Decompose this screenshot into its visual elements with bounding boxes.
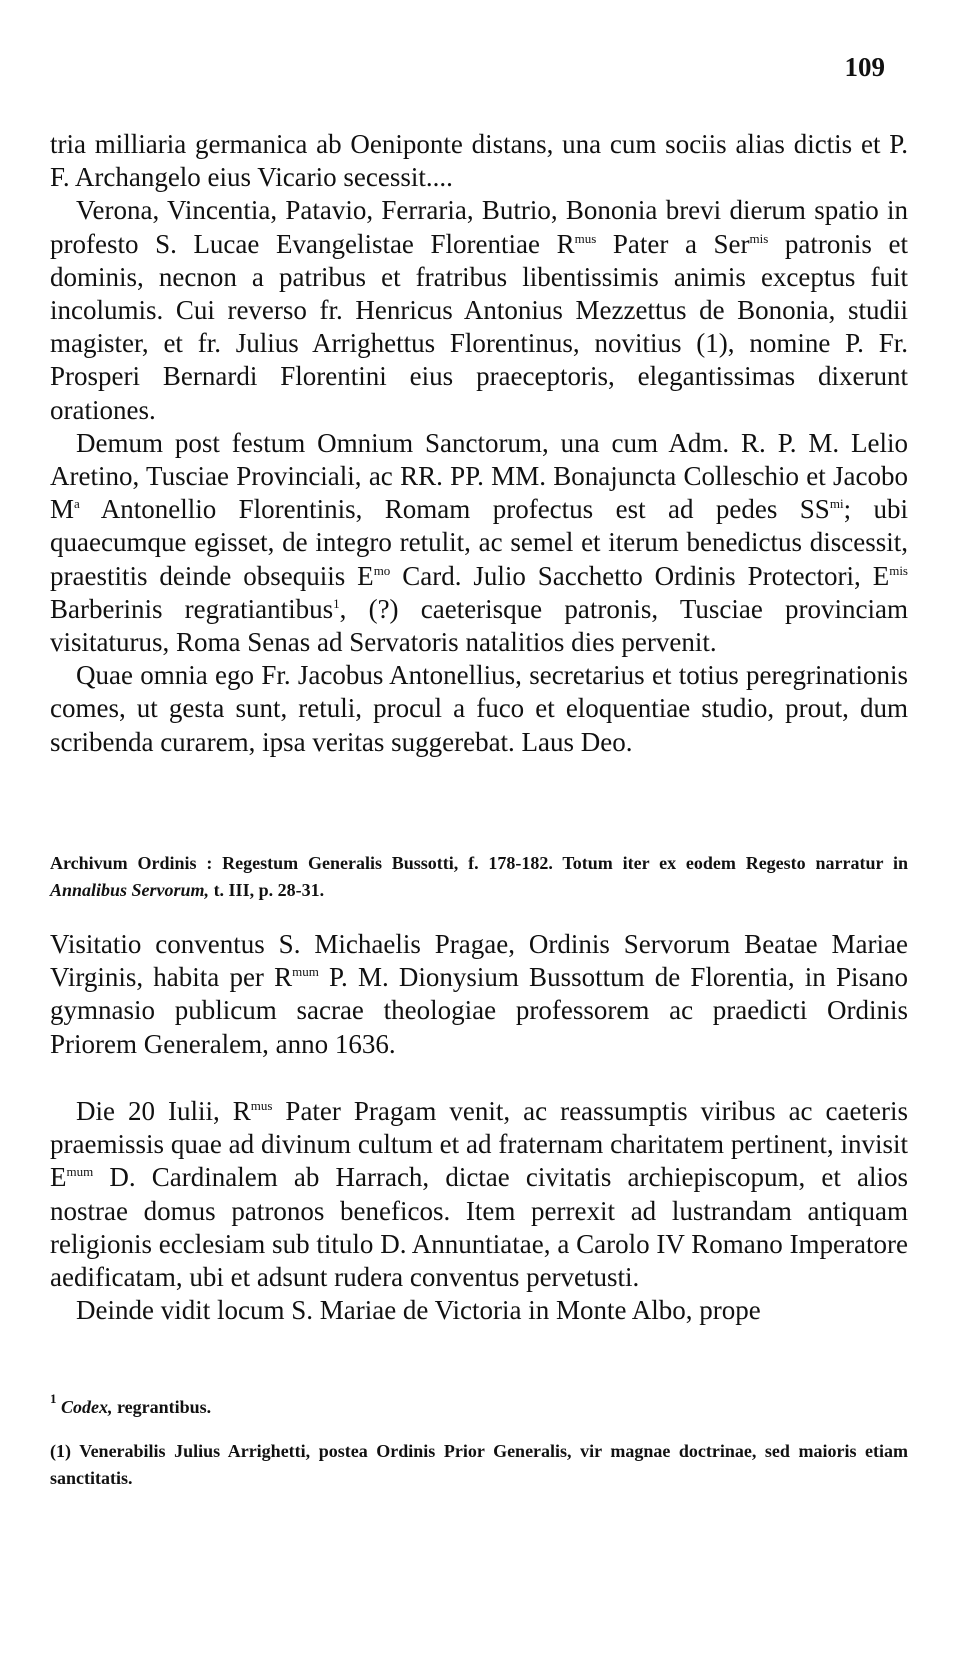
paragraph: Quae omnia ego Fr. Jacobus Antonellius, secretarius et totius peregrinationis comes, ut gesta sunt, retuli, procul a fuco et eloquentiae studio, prout, dum scribenda curarem, ipsa veritas suggerebat. Laus Deo.: [50, 660, 908, 757]
paragraph: Die 20 Iulii, $R^{mus}$ Pater Pragam venit, ac reassumptis viribus ac caeteris praemissis quae ad divinum cultum et ad fraternam charitatem pertinent, invisit $E^{mum}$ D. Cardinalem ab Harrach, dictae civitatis archiepiscopum, et alios nostrae domus patronos beneficos. Item perrexit ad lustrandam antiquam religionis ecclesiam sub titulo D. Annuntiatae, a Carolo IV Romano Imperatore aedificatam, ubi et adsunt rudera conventus pervetusti.: [50, 1096, 908, 1293]
footnote-1: $^1$ Codex, regrantibus.: [50, 1391, 212, 1417]
paragraph: Deinde vidit locum S. Mariae de Victoria in Monte Albo, prope: [76, 1295, 761, 1326]
visit-title: Visitatio conventus S. Michaelis Pragae, Ordinis Servorum Beatae Mariae Virginis, habita per $R^{mum}$ P. M. Dionysium Bussottum de Florentia, in Pisano gymnasio publicum sacrae theologiae professorem ac praedicti Ordinis Priorem Generalem, anno 1636.: [50, 929, 908, 1059]
main-text: [50, 128, 908, 759]
footnote-2: (1) Venerabilis Julius Arrighetti, postea Ordinis Prior Generalis, vir magnae doctrinae, sed maioris etiam sanctitatis.: [50, 1441, 908, 1488]
archive-note: Archivum Ordinis : Regestum Generalis Bussotti, f. 178-182. Totum iter ex eodem Regesto narratur in Annalibus Servorum, t. III, p. 28-31.: [50, 853, 908, 900]
paragraph: Verona, Vincentia, Patavio, Ferraria, Butrio, Bononia brevi dierum spatio in profesto S. Lucae Evangelistae Florentiae $R^{mus}$ Pater a Ser$^{mis}$ patronis et dominis, necnon a patribus et fratribus libentissimis animis exceptus fuit incolumis. Cui reverso fr. Henricus Antonius Mezzettus de Bononia, studii magister, et fr. Julius Arrighettus Florentinus, novitius (1), nomine P. Fr. Prosperi Bernardi Florentini eius praeceptoris, elegantissimas dixerunt orationes.: [50, 195, 908, 425]
paragraph: Demum post festum Omnium Sanctorum, una cum Adm. R. P. M. Lelio Aretino, Tusciae Provinciali, ac RR. PP. MM. Bonajuncta Colleschio et Jacobo $M^a$ Antonellio Florentinis, Romam profectus est ad pedes $SS^{mi}$; ubi quaecumque egisset, de integro retulit, ac semel et iterum benedictus discessit, praestitis deinde obsequiis $E^{mo}$ Card. Julio Sacchetto Ordinis Protectori, $E^{mis}$ Barberinis regratiantibus$^1$, (?) caeterisque patronis, Tusciae provinciam visitaturus, Roma Senas ad Servatoris natalitios dies pervenit.: [50, 427, 908, 658]
page-number: 109: [844, 52, 885, 82]
paragraph: tria milliaria germanica ab Oeniponte distans, una cum sociis alias dictis et P. F. Archangelo eius Vicario secessit....: [50, 129, 908, 193]
visit-text: [50, 1095, 908, 1327]
